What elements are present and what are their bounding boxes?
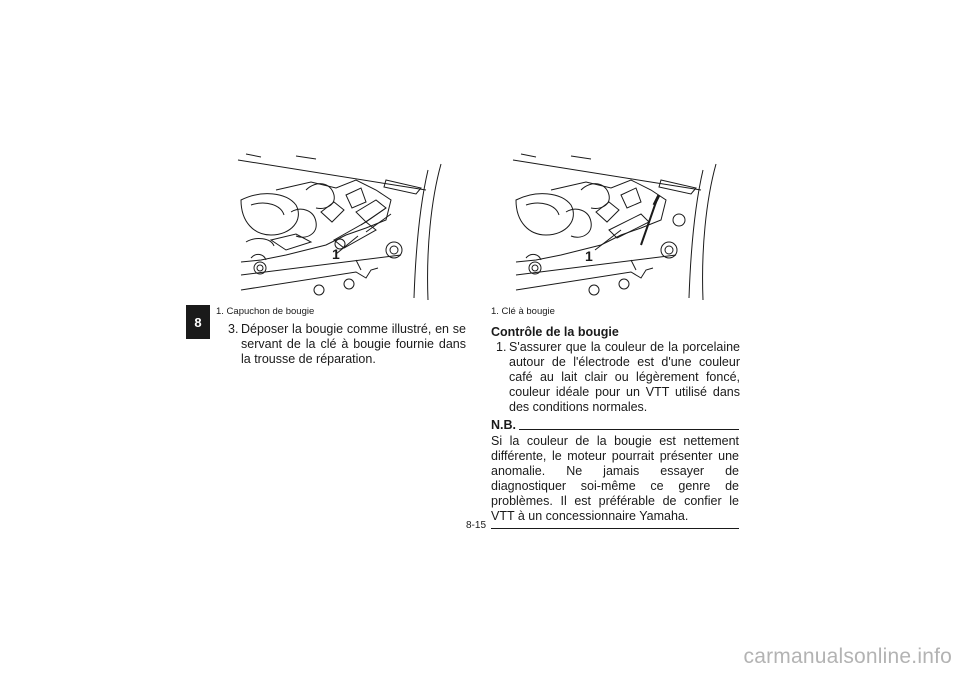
watermark: carmanualsonline.info bbox=[743, 645, 952, 668]
spark-plug-wrench-illustration bbox=[491, 150, 741, 300]
step-1 bbox=[496, 340, 740, 415]
spark-plug-cap-illustration bbox=[216, 150, 466, 300]
chapter-tab bbox=[186, 305, 210, 339]
step-number: 1. bbox=[496, 340, 507, 354]
page-number: 8-15 bbox=[466, 520, 487, 531]
step-text: Déposer la bougie comme illustré, en se servant de la clé à bougie fournie dans la trousse de réparation. bbox=[241, 322, 466, 366]
note-bottom-rule bbox=[491, 528, 739, 529]
step-text: S'assurer que la couleur de la porcelaine autour de l'électrode est d'une couleur café au lait clair ou légèrement foncé, couleur idéale pour un VTT utilisé dans des conditions normales. bbox=[509, 340, 740, 414]
step-3 bbox=[228, 322, 466, 367]
callout-number: 1 bbox=[332, 246, 340, 262]
chapter-tab-label: 8 bbox=[194, 314, 202, 330]
note-label: N.B. bbox=[491, 418, 516, 432]
step-number: 3. bbox=[228, 322, 239, 336]
note-text: Si la couleur de la bougie est nettement différente, le moteur pourrait présenter une anomalie. Ne jamais essayer de diagnostiquer soi-même ce genre de problèmes. Il est préférable de confier le VTT à un concessionnaire Yamaha. bbox=[491, 434, 739, 523]
callout-number: 1 bbox=[585, 248, 593, 264]
figure-caption: 1. Clé à bougie bbox=[491, 306, 555, 317]
note-top-rule bbox=[519, 429, 739, 430]
section-title: Contrôle de la bougie bbox=[491, 325, 619, 339]
figure-caption: 1. Capuchon de bougie bbox=[216, 306, 315, 317]
note-box bbox=[491, 418, 739, 529]
